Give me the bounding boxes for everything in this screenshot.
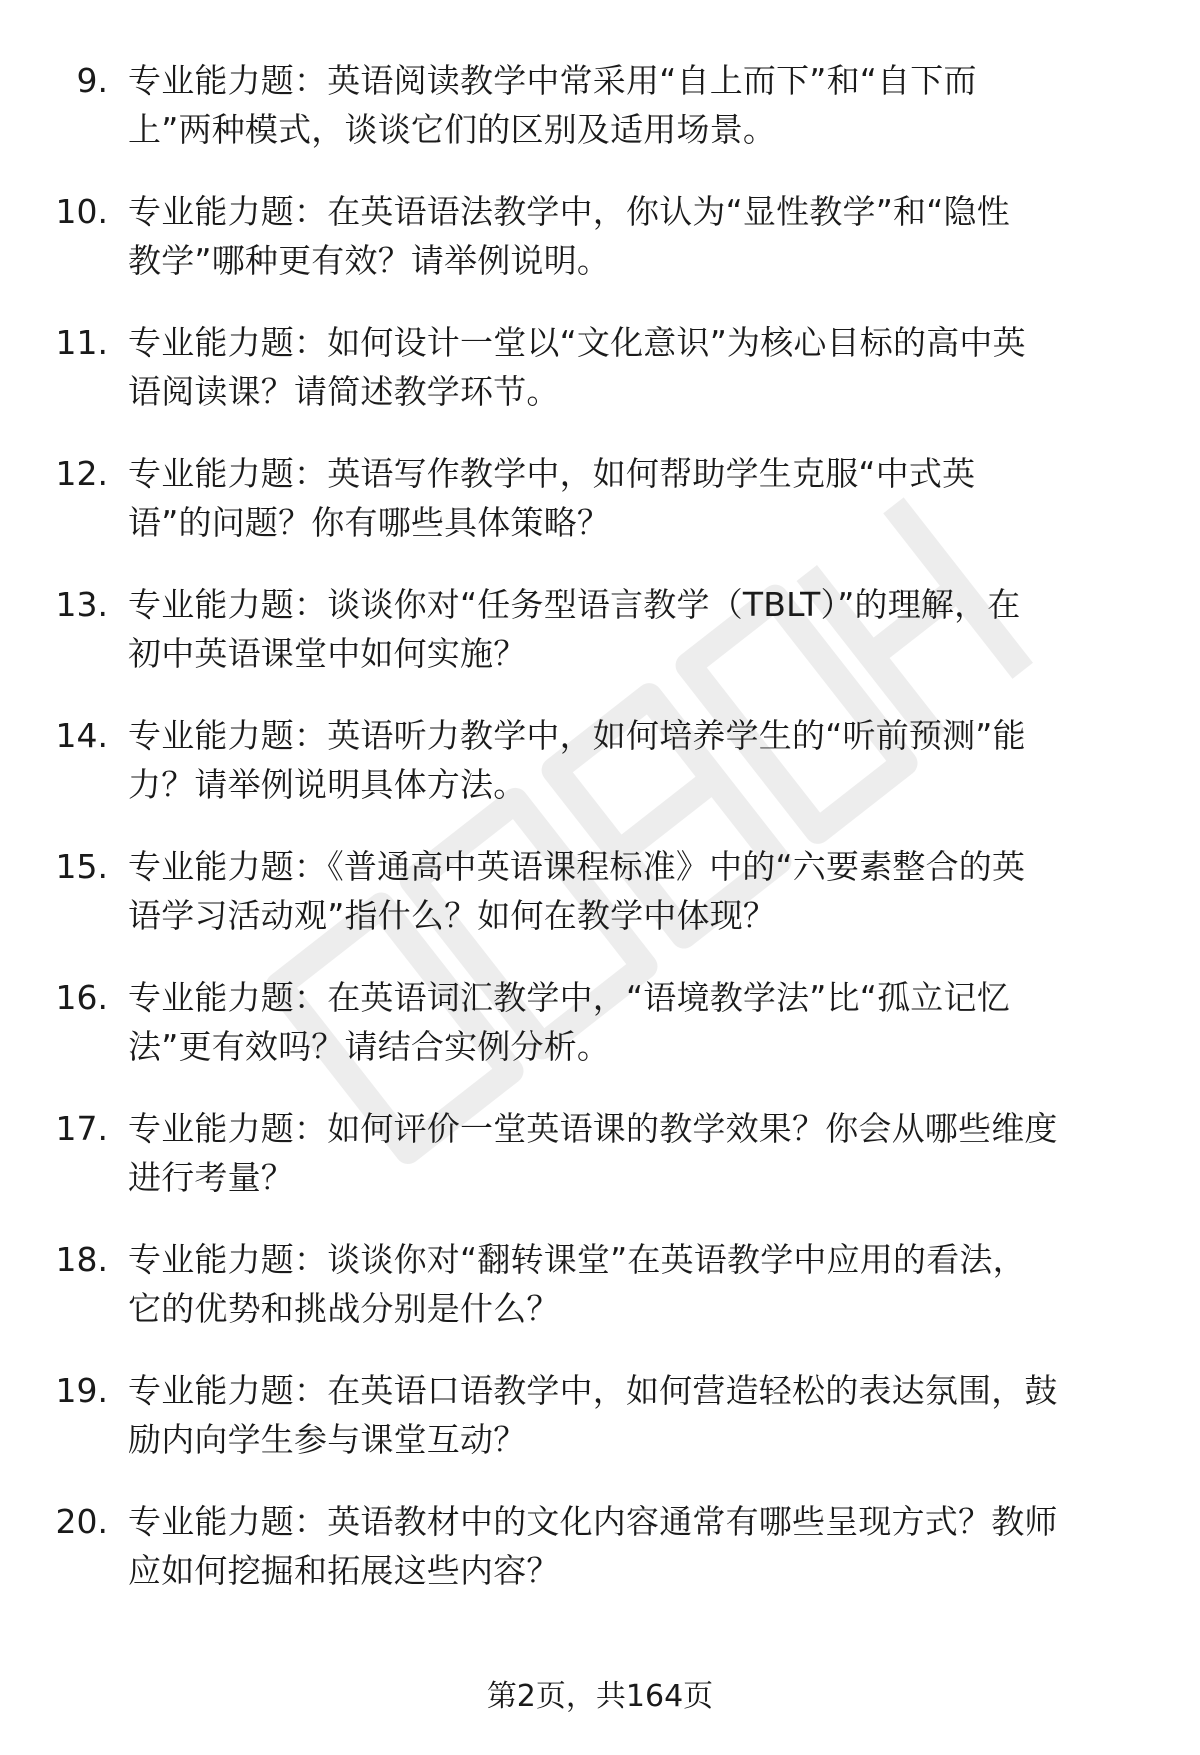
question-text bbox=[128, 56, 1148, 154]
question-item bbox=[0, 318, 1200, 449]
question-text-line: 专业能力题：英语教材中的文化内容通常有哪些呈现方式？教师 bbox=[128, 1502, 1058, 1541]
question-number: 11. bbox=[55, 323, 108, 362]
question-text-line: 专业能力题：在英语词汇教学中，“语境教学法”比“孤立记忆 bbox=[128, 978, 1010, 1017]
question-text bbox=[128, 449, 1148, 547]
question-item bbox=[0, 1497, 1200, 1628]
question-item bbox=[0, 56, 1200, 187]
question-number: 20. bbox=[55, 1502, 108, 1541]
page-number: 第2页，共164页 bbox=[486, 1679, 714, 1714]
question-number: 12. bbox=[55, 454, 108, 493]
question-item bbox=[0, 973, 1200, 1104]
question-number: 16. bbox=[55, 978, 108, 1017]
question-text-line: 专业能力题：在英语语法教学中，你认为“显性教学”和“隐性 bbox=[128, 192, 1010, 231]
question-text-line: 专业能力题：《普通高中英语课程标准》中的“六要素整合的英 bbox=[128, 847, 1026, 886]
question-number: 13. bbox=[55, 585, 108, 624]
question-number: 18. bbox=[55, 1240, 108, 1279]
question-number: 9. bbox=[76, 61, 108, 100]
question-text bbox=[128, 973, 1148, 1071]
question-item bbox=[0, 187, 1200, 318]
question-text bbox=[128, 1497, 1148, 1595]
question-text bbox=[128, 1366, 1148, 1464]
question-text-line: 法”更有效吗？请结合实例分析。 bbox=[128, 1027, 611, 1066]
question-text-line: 语学习活动观”指什么？如何在教学中体现？ bbox=[128, 896, 777, 935]
question-text-line: 专业能力题：英语阅读教学中常采用“自上而下”和“自下而 bbox=[128, 61, 977, 100]
question-text bbox=[128, 318, 1148, 416]
question-text bbox=[128, 580, 1148, 678]
question-text-line: 语”的问题？你有哪些具体策略？ bbox=[128, 503, 611, 542]
question-number: 17. bbox=[55, 1109, 108, 1148]
question-text-line: 励内向学生参与课堂互动？ bbox=[128, 1420, 527, 1459]
question-text bbox=[128, 1104, 1148, 1202]
question-text-line: 专业能力题：谈谈你对“任务型语言教学（TBLT）”的理解，在 bbox=[128, 585, 1021, 624]
question-text-line: 专业能力题：英语写作教学中，如何帮助学生克服“中式英 bbox=[128, 454, 976, 493]
question-text-line: 专业能力题：如何评价一堂英语课的教学效果？你会从哪些维度 bbox=[128, 1109, 1058, 1148]
question-text bbox=[128, 187, 1148, 285]
question-item bbox=[0, 1104, 1200, 1235]
question-item bbox=[0, 580, 1200, 711]
question-item bbox=[0, 842, 1200, 973]
question-text-line: 力？请举例说明具体方法。 bbox=[128, 765, 527, 804]
question-text bbox=[128, 842, 1148, 940]
question-item bbox=[0, 449, 1200, 580]
question-number: 19. bbox=[55, 1371, 108, 1410]
question-text-line: 专业能力题：谈谈你对“翻转课堂”在英语教学中应用的看法， bbox=[128, 1240, 1026, 1279]
question-number: 15. bbox=[55, 847, 108, 886]
question-item bbox=[0, 1366, 1200, 1497]
question-text-line: 语阅读课？请简述教学环节。 bbox=[128, 372, 560, 411]
question-list bbox=[0, 56, 1200, 1628]
question-text-line: 它的优势和挑战分别是什么？ bbox=[128, 1289, 560, 1328]
question-text-line: 教学”哪种更有效？请举例说明。 bbox=[128, 241, 611, 280]
question-text-line: 应如何挖掘和拓展这些内容？ bbox=[128, 1551, 560, 1590]
question-text-line: 专业能力题：在英语口语教学中，如何营造轻松的表达氛围，鼓 bbox=[128, 1371, 1058, 1410]
question-text-line: 专业能力题：如何设计一堂以“文化意识”为核心目标的高中英 bbox=[128, 323, 1026, 362]
question-text-line: 专业能力题：英语听力教学中，如何培养学生的“听前预测”能 bbox=[128, 716, 1026, 755]
question-text bbox=[128, 1235, 1148, 1333]
question-text-line: 进行考量？ bbox=[128, 1158, 294, 1197]
question-item bbox=[0, 1235, 1200, 1366]
question-text-line: 上”两种模式，谈谈它们的区别及适用场景。 bbox=[128, 110, 777, 149]
question-item bbox=[0, 711, 1200, 842]
question-text-line: 初中英语课堂中如何实施？ bbox=[128, 634, 527, 673]
question-text bbox=[128, 711, 1148, 809]
question-number: 10. bbox=[55, 192, 108, 231]
question-number: 14. bbox=[55, 716, 108, 755]
